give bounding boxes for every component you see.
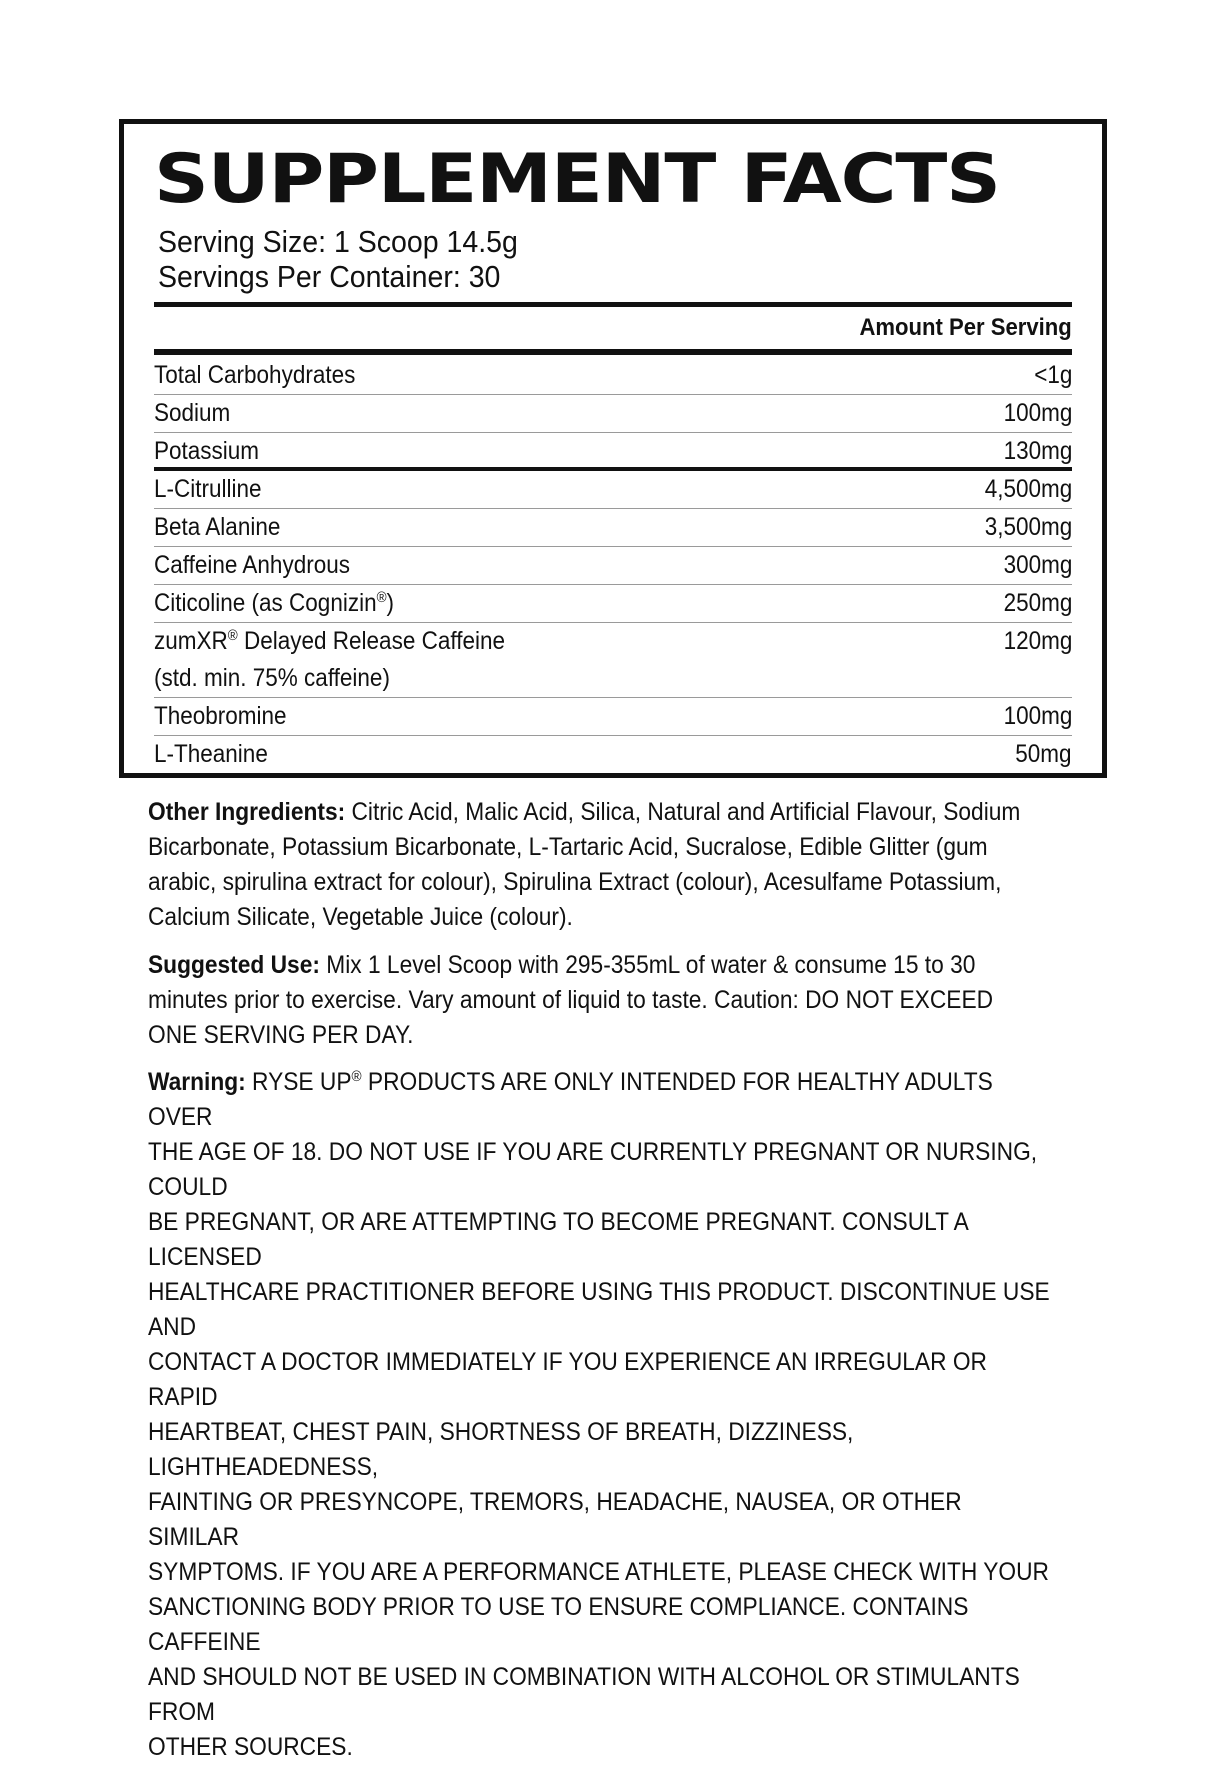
nutrient-amount: 4,500mg: [984, 475, 1072, 503]
line-text: Citric Acid, Malic Acid, Silica, Natural and Artificial Flavour, Sodium: [345, 798, 1021, 826]
nutrient-row: [154, 509, 1072, 547]
nutrient-name: L-Theanine: [154, 740, 268, 768]
panel-title: SUPPLEMENT FACTS: [154, 140, 1000, 219]
text-line: FAINTING OR PRESYNCOPE, TREMORS, HEADACHE, NAUSEA, OR OTHER SIMILAR: [148, 1488, 962, 1551]
text-line: [148, 795, 1058, 830]
warning: [148, 1065, 1058, 1765]
nutrient-name: Caffeine Anhydrous: [154, 551, 350, 579]
registered-mark: ®: [227, 627, 238, 644]
text-line: minutes prior to exercise. Vary amount of liquid to taste. Caution: DO NOT EXCEED: [148, 986, 994, 1014]
nutrient-row: [154, 698, 1072, 736]
text-line: THE AGE OF 18. DO NOT USE IF YOU ARE CURRENTLY PREGNANT OR NURSING, COULD: [148, 1138, 1038, 1201]
nutrient-amount: <1g: [1033, 361, 1072, 389]
nutrient-amount: 120mg: [1003, 627, 1072, 655]
nutrient-name-tail: Delayed Release Caffeine: [237, 627, 505, 655]
nutrient-amount: 3,500mg: [984, 513, 1072, 541]
nutrient-row: [154, 433, 1072, 471]
nutrient-amount: 100mg: [1003, 399, 1072, 427]
nutrient-name: Theobromine: [154, 702, 287, 730]
text-line: SYMPTOMS. IF YOU ARE A PERFORMANCE ATHLETE, PLEASE CHECK WITH YOUR: [148, 1558, 1049, 1586]
nutrient-row: [154, 585, 1072, 623]
text-line: SANCTIONING BODY PRIOR TO USE TO ENSURE COMPLIANCE. CONTAINS CAFFEINE: [148, 1593, 969, 1656]
nutrient-name: Potassium: [154, 437, 260, 465]
text-line: BE PREGNANT, OR ARE ATTEMPTING TO BECOME PREGNANT. CONSULT A LICENSED: [148, 1208, 968, 1271]
nutrient-row: [154, 547, 1072, 585]
suggested-use-label: Suggested Use:: [148, 951, 320, 979]
text-line: ONE SERVING PER DAY.: [148, 1021, 414, 1049]
text-line: [148, 948, 1058, 983]
serving-size: Serving Size: 1 Scoop 14.5g: [158, 224, 518, 259]
text-line: Calcium Silicate, Vegetable Juice (colour).: [148, 903, 573, 931]
nutrient-amount: 130mg: [1003, 437, 1072, 465]
line-text: Mix 1 Level Scoop with 295-355mL of water & consume 15 to 30: [319, 951, 976, 979]
nutrient-name-tail: ): [386, 589, 395, 617]
nutrient-amount: 250mg: [1003, 589, 1072, 617]
line-text: PRODUCTS ARE ONLY INTENDED FOR HEALTHY ADULTS OVER: [148, 1068, 993, 1131]
nutrient-name: L-Citrulline: [154, 475, 262, 503]
nutrient-row: [154, 471, 1072, 509]
nutrient-amount: 50mg: [1015, 740, 1072, 768]
nutrient-row: [154, 395, 1072, 433]
text-line: [148, 1065, 1058, 1135]
thick-divider: [154, 349, 1072, 355]
servings-per-container: Servings Per Container: 30: [158, 259, 501, 294]
warning-label: Warning:: [148, 1068, 246, 1096]
registered-mark: ®: [376, 589, 387, 606]
nutrient-name: [154, 585, 394, 622]
text-line: AND SHOULD NOT BE USED IN COMBINATION WITH ALCOHOL OR STIMULANTS FROM: [148, 1663, 1020, 1726]
text-line: arabic, spirulina extract for colour), Spirulina Extract (colour), Acesulfame Potassium,: [148, 868, 1002, 896]
nutrient-table: [154, 357, 1072, 773]
text-line: OTHER SOURCES.: [148, 1733, 353, 1761]
other-ingredients: [148, 795, 1058, 935]
suggested-use: [148, 948, 1058, 1053]
nutrient-row: [154, 736, 1072, 773]
nutrient-name: Beta Alanine: [154, 513, 281, 541]
registered-mark: ®: [351, 1068, 362, 1085]
nutrient-subtext: (std. min. 75% caffeine): [154, 664, 390, 692]
amount-per-serving-header: Amount Per Serving: [859, 314, 1072, 341]
nutrient-name: Sodium: [154, 399, 231, 427]
text-line: Bicarbonate, Potassium Bicarbonate, L-Tartaric Acid, Sucralose, Edible Glitter (gum: [148, 833, 988, 861]
nutrient-name-text: Citicoline (as Cognizin: [154, 589, 377, 617]
nutrient-amount: 100mg: [1003, 702, 1072, 730]
nutrient-name-text: zumXR: [154, 627, 228, 655]
other-ingredients-label: Other Ingredients:: [148, 798, 346, 826]
nutrient-row: [154, 357, 1072, 395]
text-line: HEARTBEAT, CHEST PAIN, SHORTNESS OF BREATH, DIZZINESS, LIGHTHEADEDNESS,: [148, 1418, 854, 1481]
nutrient-name: Total Carbohydrates: [154, 361, 356, 389]
thick-divider: [154, 302, 1072, 307]
nutrient-amount: 300mg: [1003, 551, 1072, 579]
supplement-facts-panel: [119, 119, 1107, 778]
text-line: HEALTHCARE PRACTITIONER BEFORE USING THIS PRODUCT. DISCONTINUE USE AND: [148, 1278, 1050, 1341]
text-line: CONTACT A DOCTOR IMMEDIATELY IF YOU EXPERIENCE AN IRREGULAR OR RAPID: [148, 1348, 987, 1411]
nutrient-name: [154, 623, 505, 660]
nutrient-row: [154, 623, 1072, 698]
line-text: RYSE UP: [245, 1068, 352, 1096]
